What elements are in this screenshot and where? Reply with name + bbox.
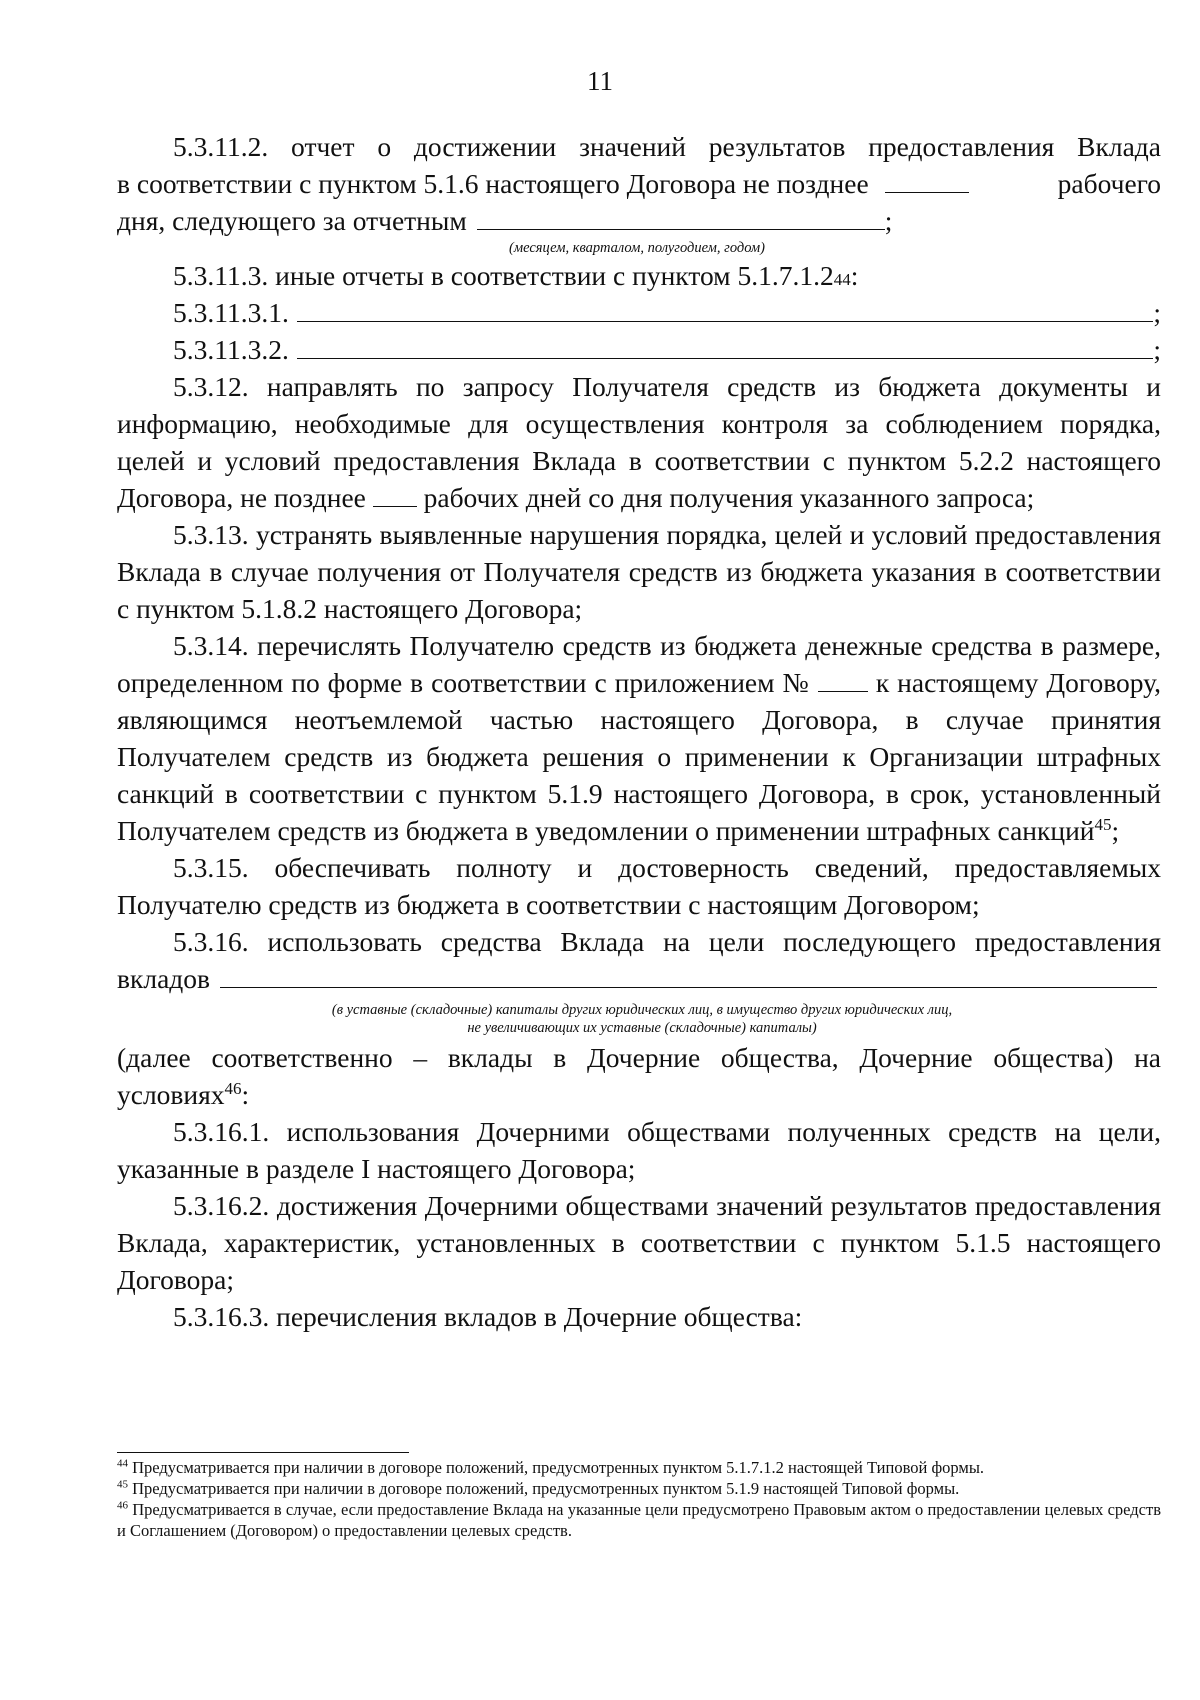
clause-5-3-16-2: 5.3.16.2. достижения Дочерними обществами значений результатов предоставления Вклада, характеристик, установленных в соответствии с пунктом 5.1.5 настоящего Договора; xyxy=(117,1190,1161,1295)
clause-label: 5.3.11.3.2. xyxy=(173,334,289,365)
clause-5-3-16-line2 xyxy=(117,960,1161,997)
clause-5-3-11-2-line2 xyxy=(117,165,1161,202)
footnote-text: Предусматривается в случае, если предоставление Вклада на указанные цели предусмотрено Правовым актом о предоставлении целевых средств и Соглашением (Договором) о предоставлении целевых средств. xyxy=(117,1500,1162,1540)
page-number: 11 xyxy=(587,66,613,96)
clause-label: 5.3.11.3.1. xyxy=(173,297,289,328)
footnote-divider xyxy=(117,1452,409,1453)
clause-5-3-16 xyxy=(117,923,1161,1113)
clause-5-3-11-2 xyxy=(117,128,1161,257)
clause-text: вкладов xyxy=(117,963,211,994)
punctuation: ; xyxy=(1111,815,1120,846)
punctuation: : xyxy=(241,1079,250,1110)
footnote-number: 46 xyxy=(117,1499,128,1512)
blank-field-days[interactable] xyxy=(373,505,417,507)
footnotes xyxy=(117,1452,1161,1541)
footnote-number: 44 xyxy=(117,1457,128,1470)
document-body xyxy=(117,128,1161,1335)
clause-text: (далее соответственно – вклады в Дочерние общества, Дочерние общества) на условиях xyxy=(117,1042,1161,1110)
clause-5-3-11-3-1 xyxy=(117,294,1161,331)
footnote-44 xyxy=(117,1457,1161,1478)
blank-field-day[interactable] xyxy=(885,191,969,193)
punctuation: : xyxy=(850,260,859,291)
clause-5-3-16-3: 5.3.16.3. перечисления вкладов в Дочерние общества: xyxy=(173,1301,803,1332)
blank-field-period[interactable] xyxy=(477,228,885,230)
blank-field-contribution-target[interactable] xyxy=(220,986,1157,988)
blank-field-appendix-number[interactable] xyxy=(818,690,868,692)
clause-5-3-12 xyxy=(117,368,1161,516)
clause-5-3-11-2-line1: 5.3.11.2. отчет о достижении значений результатов предоставления Вклада xyxy=(173,131,1161,162)
clause-5-3-14 xyxy=(117,627,1161,849)
footnote-text: Предусматривается при наличии в договоре положений, предусмотренных пунктом 5.1.7.1.2 настоящей Типовой формы. xyxy=(132,1458,985,1477)
clause-text: 5.3.11.3. иные отчеты в соответствии с пунктом 5.1.7.1.2 xyxy=(173,260,834,291)
clause-5-3-16-line1: 5.3.16. использовать средства Вклада на цели последующего предоставления xyxy=(173,926,1161,957)
clause-5-3-11-3-2 xyxy=(117,331,1161,368)
clause-5-3-11-3: 5.3.11.3. иные отчеты в соответствии с пунктом 5.1.7.1.2 44 : xyxy=(117,257,1161,294)
clause-text: рабочего xyxy=(1057,168,1161,199)
clause-5-3-11-2-line3 xyxy=(117,202,1161,239)
blank-field-report-1[interactable] xyxy=(297,320,1154,322)
punctuation: ; xyxy=(884,205,893,236)
footnote-text: Предусматривается при наличии в договоре положений, предусмотренных пунктом 5.1.9 настоящей Типовой формы. xyxy=(132,1479,960,1498)
contribution-hint-2: не увеличивающих их уставные (складочные) капиталы) xyxy=(467,1020,817,1036)
clause-text: в соответствии с пунктом 5.1.6 настоящего Договора не позднее xyxy=(117,168,869,199)
period-hint: (месяцем, кварталом, полугодием, годом) xyxy=(509,240,765,256)
clause-text: к настоящему Договору, являющимся неотъемлемой частью настоящего Договора, в случае принятия Получателем средств из бюджета решения о применении к Организации штрафных санкций в соответствии с пунктом 5.1.9 настоящего Договора, в срок, установленный Получателем средств из бюджета в уведомлении о применении штрафных санкций xyxy=(117,667,1161,846)
clause-text: 5.3.14. перечислять Получателю средств из бюджета денежные средства в размере, определенном по форме в соответствии с приложением № xyxy=(117,630,1161,698)
clause-text: 5.3.12. направлять по запросу Получателя средств из бюджета документы и информацию, необходимые для осуществления контроля за соблюдением порядка, целей и условий предоставления Вклада в соответствии с пунктом 5.2.2 настоящего Договора, не позднее xyxy=(117,371,1161,513)
clause-5-3-16-continuation xyxy=(117,1039,1161,1113)
clause-text: дня, следующего за отчетным xyxy=(117,205,467,236)
footnote-ref-45[interactable]: 45 xyxy=(1094,814,1112,834)
clause-5-3-13: 5.3.13. устранять выявленные нарушения порядка, целей и условий предоставления Вклада в случае получения от Получателя средств из бюджета указания в соответствии с пунктом 5.1.8.2 настоящего Договора; xyxy=(117,519,1161,624)
blank-field-report-2[interactable] xyxy=(297,357,1154,359)
punctuation: ; xyxy=(1153,297,1161,328)
contribution-hint-1: (в уставные (складочные) капиталы других юридических лиц, в имущество других юридических лиц, xyxy=(331,1002,953,1018)
punctuation: ; xyxy=(1153,334,1161,365)
clause-5-3-15: 5.3.15. обеспечивать полноту и достоверность сведений, предоставляемых Получателю средств из бюджета в соответствии с настоящим Договором; xyxy=(117,852,1161,920)
footnote-46 xyxy=(117,1499,1161,1541)
clause-5-3-16-1: 5.3.16.1. использования Дочерними обществами полученных средств на цели, указанные в разделе I настоящего Договора; xyxy=(117,1116,1161,1184)
clause-text: рабочих дней со дня получения указанного запроса; xyxy=(423,482,1035,513)
footnote-number: 45 xyxy=(117,1478,128,1491)
footnote-45 xyxy=(117,1478,1161,1499)
footnote-ref-46[interactable]: 46 xyxy=(224,1078,242,1098)
